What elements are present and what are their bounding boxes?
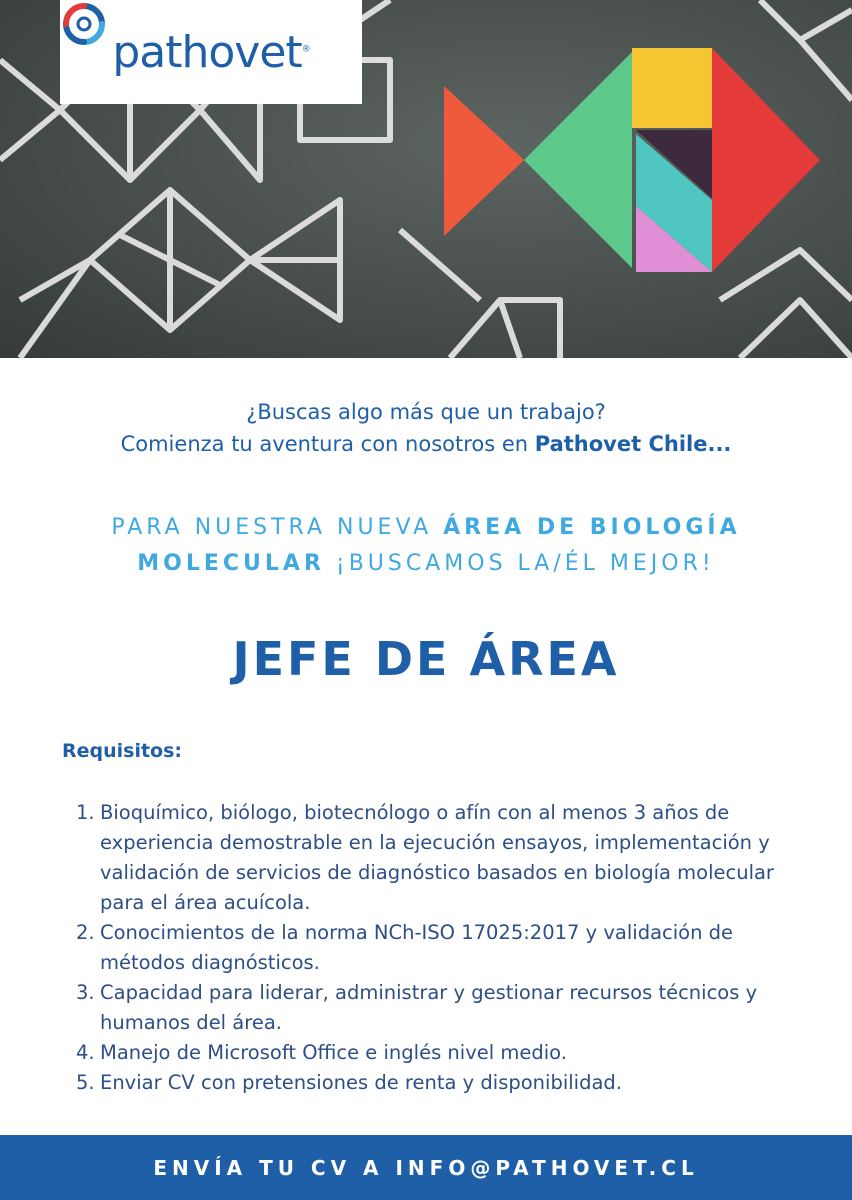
list-item: 2. Conocimientos de la norma NCh-ISO 17025:2017 y validación de métodos diagnósticos. [76, 921, 734, 974]
intro-line-2: Comienza tu aventura con nosotros en Pathovet Chile... [120, 432, 732, 456]
list-item: 3. Capacidad para liderar, administrar y gestionar recursos técnicos y humanos del área. [76, 981, 758, 1034]
list-item: 4. Manejo de Microsoft Office e inglés nivel medio. [76, 1041, 567, 1064]
footer-email-cta[interactable]: ENVÍA TU CV A INFO@PATHOVET.CL [153, 1155, 699, 1180]
requirements-list [76, 798, 816, 1098]
list-item: 1. Bioquímico, biólogo, biotecnólogo o afín con al menos 3 años de experiencia demostrable en la ejecución ensayos, implementación y validación de servicios de diagnóstico basados en biología molecular para el área acuícola. [76, 801, 774, 914]
intro-text [0, 396, 852, 460]
job-title: JEFE DE ÁREA [232, 632, 620, 686]
pathovet-swirl-icon [60, 0, 108, 48]
logo [60, 0, 362, 104]
list-item: 5. Enviar CV con pretensiones de renta y disponibilidad. [76, 1071, 622, 1094]
logo-wordmark: pathovet® [112, 26, 310, 78]
area-heading: PARA NUESTRA NUEVA ÁREA DE BIOLOGÍA MOLECULAR ¡BUSCAMOS LA/ÉL MEJOR! [111, 515, 741, 576]
footer-banner [0, 1135, 852, 1200]
hero-image [0, 0, 852, 358]
requirements-label: Requisitos: [62, 740, 183, 762]
intro-line-1: ¿Buscas algo más que un trabajo? [246, 400, 606, 424]
